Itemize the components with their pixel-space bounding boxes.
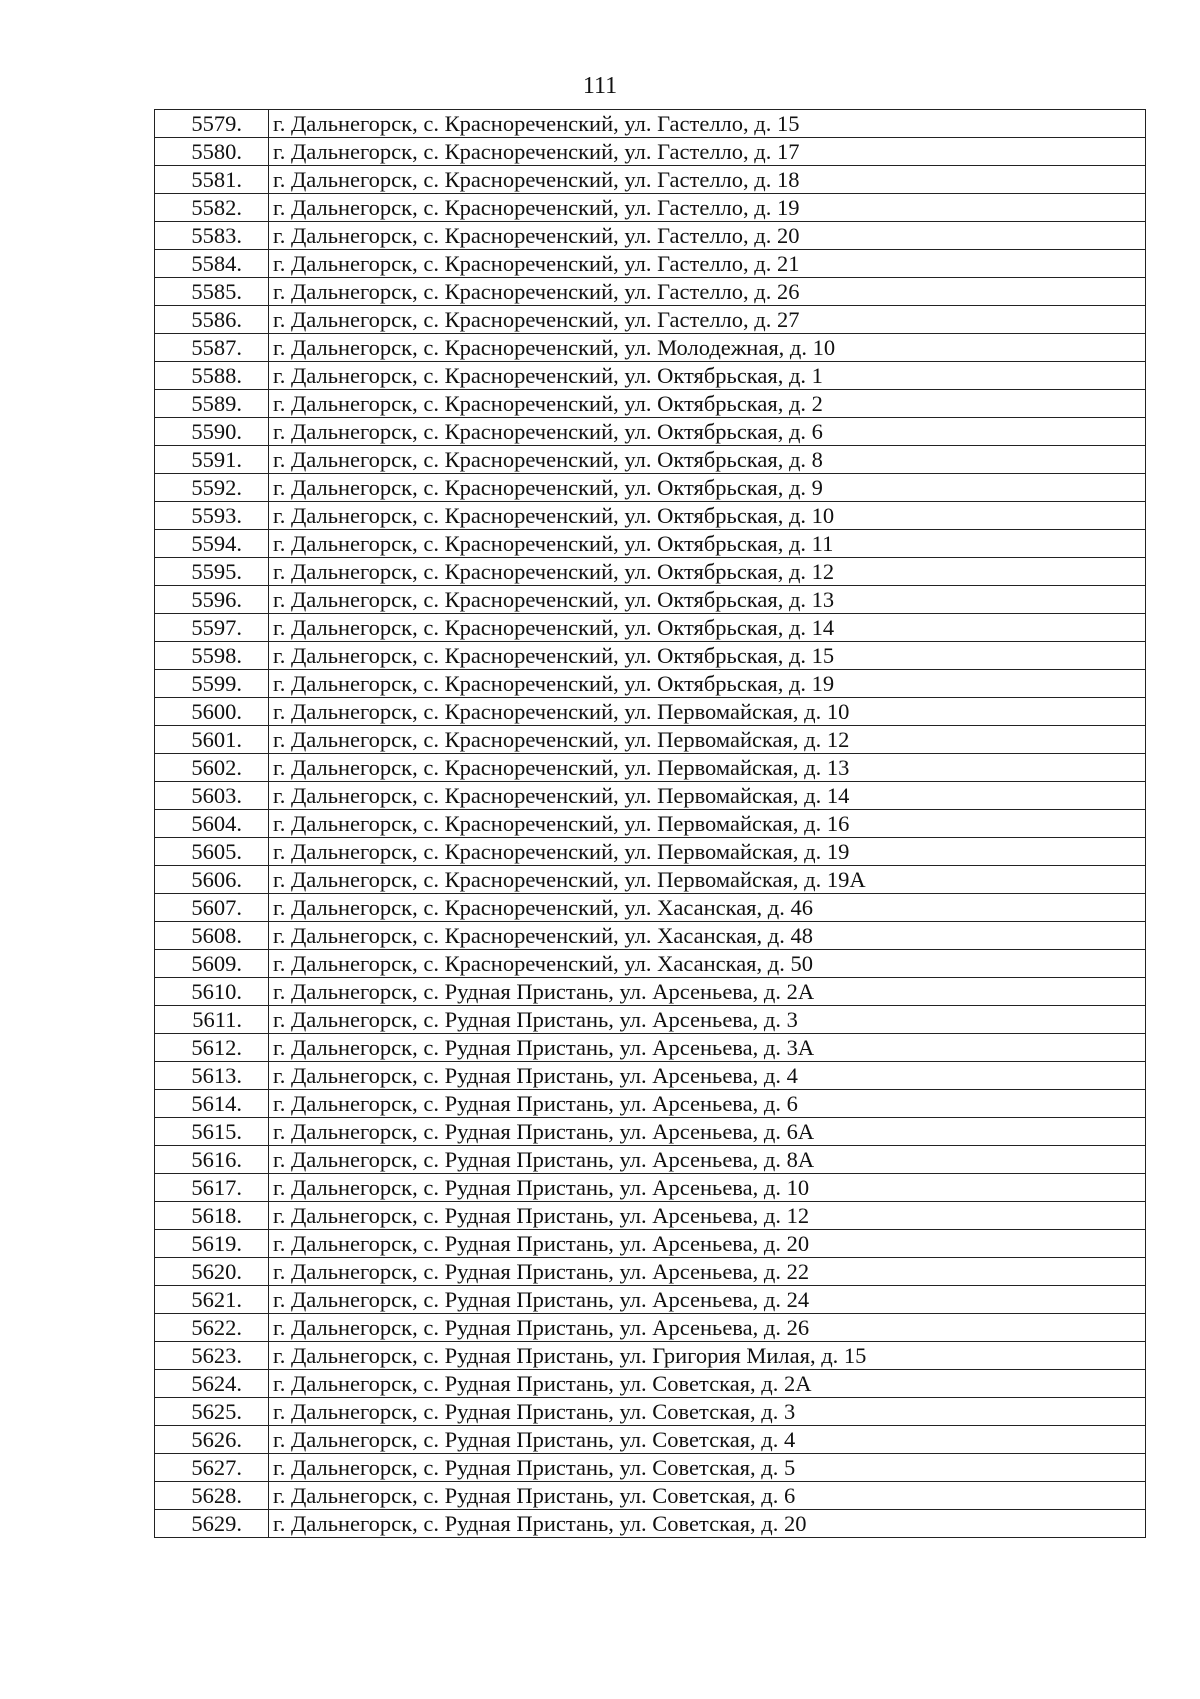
table-row <box>155 1258 1146 1286</box>
row-address: г. Дальнегорск, с. Краснореченский, ул. Первомайская, д. 19 <box>269 838 1146 866</box>
row-address: г. Дальнегорск, с. Рудная Пристань, ул. Советская, д. 20 <box>269 1510 1146 1538</box>
table-row <box>155 446 1146 474</box>
row-address: г. Дальнегорск, с. Рудная Пристань, ул. Арсеньева, д. 8А <box>269 1146 1146 1174</box>
page-number: 111 <box>582 73 618 99</box>
table-row <box>155 1090 1146 1118</box>
row-address: г. Дальнегорск, с. Краснореченский, ул. Гастелло, д. 15 <box>269 110 1146 138</box>
row-number: 5584. <box>155 250 269 278</box>
table-row <box>155 1146 1146 1174</box>
table-row <box>155 978 1146 1006</box>
table-row <box>155 894 1146 922</box>
table-row <box>155 474 1146 502</box>
table-row <box>155 838 1146 866</box>
row-number: 5621. <box>155 1286 269 1314</box>
row-address: г. Дальнегорск, с. Краснореченский, ул. Гастелло, д. 21 <box>269 250 1146 278</box>
row-number: 5618. <box>155 1202 269 1230</box>
row-address: г. Дальнегорск, с. Краснореченский, ул. Октябрьская, д. 10 <box>269 502 1146 530</box>
row-address: г. Дальнегорск, с. Краснореченский, ул. Октябрьская, д. 13 <box>269 586 1146 614</box>
table-row <box>155 698 1146 726</box>
row-number: 5608. <box>155 922 269 950</box>
row-number: 5591. <box>155 446 269 474</box>
table-row <box>155 250 1146 278</box>
table-row <box>155 530 1146 558</box>
row-address: г. Дальнегорск, с. Краснореченский, ул. Гастелло, д. 26 <box>269 278 1146 306</box>
row-number: 5629. <box>155 1510 269 1538</box>
row-number: 5604. <box>155 810 269 838</box>
row-number: 5599. <box>155 670 269 698</box>
row-number: 5585. <box>155 278 269 306</box>
row-number: 5579. <box>155 110 269 138</box>
row-address: г. Дальнегорск, с. Краснореченский, ул. Октябрьская, д. 11 <box>269 530 1146 558</box>
row-address: г. Дальнегорск, с. Рудная Пристань, ул. Арсеньева, д. 6А <box>269 1118 1146 1146</box>
table-row <box>155 614 1146 642</box>
address-table-body <box>155 110 1146 1538</box>
row-number: 5609. <box>155 950 269 978</box>
table-row <box>155 1118 1146 1146</box>
table-row <box>155 558 1146 586</box>
row-number: 5598. <box>155 642 269 670</box>
row-number: 5612. <box>155 1034 269 1062</box>
row-address: г. Дальнегорск, с. Рудная Пристань, ул. Советская, д. 3 <box>269 1398 1146 1426</box>
row-number: 5628. <box>155 1482 269 1510</box>
row-number: 5590. <box>155 418 269 446</box>
row-number: 5597. <box>155 614 269 642</box>
row-address: г. Дальнегорск, с. Краснореченский, ул. Хасанская, д. 46 <box>269 894 1146 922</box>
row-number: 5581. <box>155 166 269 194</box>
table-row <box>155 1286 1146 1314</box>
table-row <box>155 390 1146 418</box>
row-number: 5611. <box>155 1006 269 1034</box>
row-number: 5589. <box>155 390 269 418</box>
table-row <box>155 810 1146 838</box>
row-number: 5596. <box>155 586 269 614</box>
table-row <box>155 782 1146 810</box>
row-address: г. Дальнегорск, с. Краснореченский, ул. Октябрьская, д. 8 <box>269 446 1146 474</box>
row-address: г. Дальнегорск, с. Рудная Пристань, ул. Арсеньева, д. 2А <box>269 978 1146 1006</box>
row-address: г. Дальнегорск, с. Краснореченский, ул. Октябрьская, д. 6 <box>269 418 1146 446</box>
row-address: г. Дальнегорск, с. Рудная Пристань, ул. Советская, д. 2А <box>269 1370 1146 1398</box>
row-number: 5622. <box>155 1314 269 1342</box>
row-address: г. Дальнегорск, с. Краснореченский, ул. Хасанская, д. 48 <box>269 922 1146 950</box>
address-table <box>154 109 1146 1538</box>
table-row <box>155 1230 1146 1258</box>
table-row <box>155 1426 1146 1454</box>
row-address: г. Дальнегорск, с. Рудная Пристань, ул. Советская, д. 5 <box>269 1454 1146 1482</box>
row-address: г. Дальнегорск, с. Краснореченский, ул. Гастелло, д. 18 <box>269 166 1146 194</box>
table-row <box>155 1370 1146 1398</box>
row-address: г. Дальнегорск, с. Рудная Пристань, ул. Арсеньева, д. 26 <box>269 1314 1146 1342</box>
table-row <box>155 418 1146 446</box>
table-row <box>155 1202 1146 1230</box>
row-number: 5607. <box>155 894 269 922</box>
table-row <box>155 866 1146 894</box>
row-number: 5626. <box>155 1426 269 1454</box>
row-address: г. Дальнегорск, с. Краснореченский, ул. Гастелло, д. 27 <box>269 306 1146 334</box>
row-address: г. Дальнегорск, с. Краснореченский, ул. Октябрьская, д. 2 <box>269 390 1146 418</box>
row-number: 5600. <box>155 698 269 726</box>
row-number: 5602. <box>155 754 269 782</box>
row-number: 5603. <box>155 782 269 810</box>
table-row <box>155 278 1146 306</box>
table-row <box>155 754 1146 782</box>
table-row <box>155 922 1146 950</box>
row-number: 5594. <box>155 530 269 558</box>
row-number: 5583. <box>155 222 269 250</box>
table-row <box>155 110 1146 138</box>
row-number: 5624. <box>155 1370 269 1398</box>
row-address: г. Дальнегорск, с. Рудная Пристань, ул. Советская, д. 4 <box>269 1426 1146 1454</box>
row-number: 5588. <box>155 362 269 390</box>
row-address: г. Дальнегорск, с. Рудная Пристань, ул. Арсеньева, д. 24 <box>269 1286 1146 1314</box>
row-address: г. Дальнегорск, с. Рудная Пристань, ул. Арсеньева, д. 10 <box>269 1174 1146 1202</box>
row-address: г. Дальнегорск, с. Краснореченский, ул. Первомайская, д. 13 <box>269 754 1146 782</box>
row-number: 5586. <box>155 306 269 334</box>
row-address: г. Дальнегорск, с. Краснореченский, ул. Молодежная, д. 10 <box>269 334 1146 362</box>
table-row <box>155 1006 1146 1034</box>
row-address: г. Дальнегорск, с. Рудная Пристань, ул. Арсеньева, д. 4 <box>269 1062 1146 1090</box>
table-row <box>155 950 1146 978</box>
table-row <box>155 1454 1146 1482</box>
table-row <box>155 1062 1146 1090</box>
table-row <box>155 1398 1146 1426</box>
row-number: 5615. <box>155 1118 269 1146</box>
row-number: 5601. <box>155 726 269 754</box>
row-address: г. Дальнегорск, с. Краснореченский, ул. Хасанская, д. 50 <box>269 950 1146 978</box>
row-address: г. Дальнегорск, с. Рудная Пристань, ул. Арсеньева, д. 3 <box>269 1006 1146 1034</box>
row-number: 5616. <box>155 1146 269 1174</box>
table-row <box>155 222 1146 250</box>
row-address: г. Дальнегорск, с. Краснореченский, ул. Октябрьская, д. 14 <box>269 614 1146 642</box>
row-number: 5580. <box>155 138 269 166</box>
table-row <box>155 306 1146 334</box>
table-row <box>155 194 1146 222</box>
row-number: 5582. <box>155 194 269 222</box>
row-number: 5625. <box>155 1398 269 1426</box>
row-number: 5593. <box>155 502 269 530</box>
row-address: г. Дальнегорск, с. Рудная Пристань, ул. Арсеньева, д. 20 <box>269 1230 1146 1258</box>
row-address: г. Дальнегорск, с. Рудная Пристань, ул. Арсеньева, д. 3А <box>269 1034 1146 1062</box>
row-address: г. Дальнегорск, с. Краснореченский, ул. Гастелло, д. 20 <box>269 222 1146 250</box>
row-address: г. Дальнегорск, с. Краснореченский, ул. Октябрьская, д. 9 <box>269 474 1146 502</box>
table-row <box>155 1482 1146 1510</box>
row-address: г. Дальнегорск, с. Краснореченский, ул. Первомайская, д. 12 <box>269 726 1146 754</box>
row-number: 5592. <box>155 474 269 502</box>
row-number: 5613. <box>155 1062 269 1090</box>
row-address: г. Дальнегорск, с. Краснореченский, ул. Октябрьская, д. 12 <box>269 558 1146 586</box>
row-address: г. Дальнегорск, с. Рудная Пристань, ул. Григория Милая, д. 15 <box>269 1342 1146 1370</box>
row-address: г. Дальнегорск, с. Рудная Пристань, ул. Арсеньева, д. 12 <box>269 1202 1146 1230</box>
row-number: 5623. <box>155 1342 269 1370</box>
table-row <box>155 1342 1146 1370</box>
row-number: 5620. <box>155 1258 269 1286</box>
row-address: г. Дальнегорск, с. Краснореченский, ул. Октябрьская, д. 15 <box>269 642 1146 670</box>
row-address: г. Дальнегорск, с. Краснореченский, ул. Гастелло, д. 17 <box>269 138 1146 166</box>
row-address: г. Дальнегорск, с. Рудная Пристань, ул. Арсеньева, д. 22 <box>269 1258 1146 1286</box>
table-row <box>155 166 1146 194</box>
table-row <box>155 1034 1146 1062</box>
table-row <box>155 362 1146 390</box>
table-row <box>155 1510 1146 1538</box>
row-address: г. Дальнегорск, с. Краснореченский, ул. Октябрьская, д. 19 <box>269 670 1146 698</box>
table-row <box>155 502 1146 530</box>
row-number: 5610. <box>155 978 269 1006</box>
table-row <box>155 138 1146 166</box>
row-number: 5606. <box>155 866 269 894</box>
row-number: 5605. <box>155 838 269 866</box>
row-address: г. Дальнегорск, с. Краснореченский, ул. Первомайская, д. 19А <box>269 866 1146 894</box>
row-address: г. Дальнегорск, с. Краснореченский, ул. Первомайская, д. 14 <box>269 782 1146 810</box>
row-address: г. Дальнегорск, с. Краснореченский, ул. Первомайская, д. 16 <box>269 810 1146 838</box>
row-number: 5617. <box>155 1174 269 1202</box>
row-number: 5595. <box>155 558 269 586</box>
table-row <box>155 642 1146 670</box>
row-number: 5619. <box>155 1230 269 1258</box>
row-number: 5614. <box>155 1090 269 1118</box>
table-row <box>155 334 1146 362</box>
table-row <box>155 586 1146 614</box>
table-row <box>155 1174 1146 1202</box>
table-row <box>155 670 1146 698</box>
row-address: г. Дальнегорск, с. Краснореченский, ул. Октябрьская, д. 1 <box>269 362 1146 390</box>
row-address: г. Дальнегорск, с. Краснореченский, ул. Первомайская, д. 10 <box>269 698 1146 726</box>
table-row <box>155 1314 1146 1342</box>
table-row <box>155 726 1146 754</box>
row-number: 5627. <box>155 1454 269 1482</box>
row-address: г. Дальнегорск, с. Рудная Пристань, ул. Арсеньева, д. 6 <box>269 1090 1146 1118</box>
row-address: г. Дальнегорск, с. Краснореченский, ул. Гастелло, д. 19 <box>269 194 1146 222</box>
row-number: 5587. <box>155 334 269 362</box>
row-address: г. Дальнегорск, с. Рудная Пристань, ул. Советская, д. 6 <box>269 1482 1146 1510</box>
